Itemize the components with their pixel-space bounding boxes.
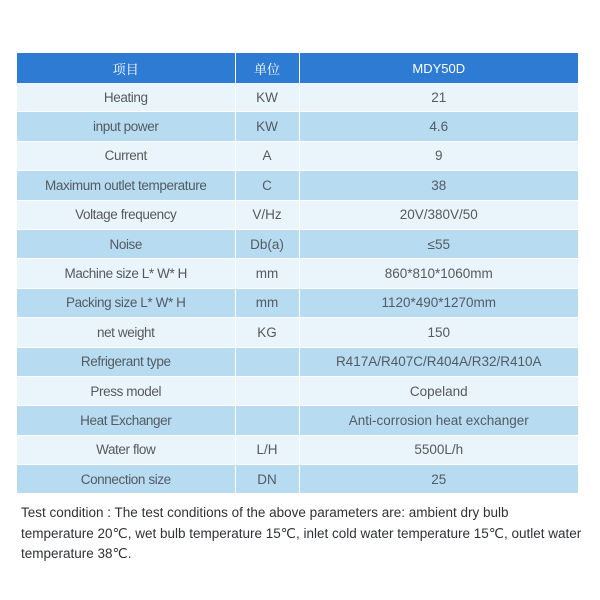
param-cell: Voltage frequency — [17, 200, 235, 229]
unit-cell — [235, 406, 299, 435]
table-row — [17, 112, 578, 141]
unit-cell — [235, 347, 299, 376]
table-row — [17, 406, 578, 435]
param-cell: Heating — [17, 83, 235, 112]
param-cell: Refrigerant type — [17, 347, 235, 376]
unit-cell — [235, 376, 299, 405]
header-item: 项目 — [17, 53, 235, 83]
table-row — [17, 229, 578, 258]
header-unit: 单位 — [235, 53, 299, 83]
table-row — [17, 347, 578, 376]
param-cell: Press model — [17, 376, 235, 405]
param-cell: Heat Exchanger — [17, 406, 235, 435]
table-row — [17, 376, 578, 405]
unit-cell: KG — [235, 318, 299, 347]
table-row — [17, 141, 578, 170]
table-row — [17, 435, 578, 464]
value-cell: Copeland — [299, 376, 578, 405]
unit-cell: mm — [235, 259, 299, 288]
unit-cell: L/H — [235, 435, 299, 464]
table-header-row — [17, 53, 578, 83]
value-cell: 38 — [299, 171, 578, 200]
unit-cell: DN — [235, 465, 299, 494]
value-cell: 4.6 — [299, 112, 578, 141]
spec-table — [17, 53, 578, 494]
param-cell: Current — [17, 141, 235, 170]
value-cell: 9 — [299, 141, 578, 170]
table-row — [17, 200, 578, 229]
value-cell: Anti-corrosion heat exchanger — [299, 406, 578, 435]
unit-cell: Db(a) — [235, 229, 299, 258]
test-condition-note: Test condition : The test conditions of the above parameters are: ambient dry bulb temperature 20℃, wet bulb temperature 15℃, inlet cold water temperature 15℃, outlet water temperature 38℃. — [21, 505, 582, 561]
param-cell: Packing size L* W* H — [17, 288, 235, 317]
param-cell: Noise — [17, 229, 235, 258]
table-row — [17, 288, 578, 317]
unit-cell: C — [235, 171, 299, 200]
header-model: MDY50D — [299, 53, 578, 83]
value-cell: 5500L/h — [299, 435, 578, 464]
unit-cell: KW — [235, 112, 299, 141]
value-cell: 21 — [299, 83, 578, 112]
table-row — [17, 83, 578, 112]
table-row — [17, 465, 578, 494]
value-cell: 860*810*1060mm — [299, 259, 578, 288]
value-cell: 1120*490*1270mm — [299, 288, 578, 317]
value-cell: 25 — [299, 465, 578, 494]
param-cell: net weight — [17, 318, 235, 347]
param-cell: input power — [17, 112, 235, 141]
table-row — [17, 171, 578, 200]
unit-cell: A — [235, 141, 299, 170]
value-cell: 150 — [299, 318, 578, 347]
value-cell: 20V/380V/50 — [299, 200, 578, 229]
table-row — [17, 259, 578, 288]
value-cell: ≤55 — [299, 229, 578, 258]
value-cell: R417A/R407C/R404A/R32/R410A — [299, 347, 578, 376]
unit-cell: KW — [235, 83, 299, 112]
param-cell: Machine size L* W* H — [17, 259, 235, 288]
param-cell: Maximum outlet temperature — [17, 171, 235, 200]
param-cell: Water flow — [17, 435, 235, 464]
unit-cell: V/Hz — [235, 200, 299, 229]
table-row — [17, 318, 578, 347]
unit-cell: mm — [235, 288, 299, 317]
param-cell: Connection size — [17, 465, 235, 494]
